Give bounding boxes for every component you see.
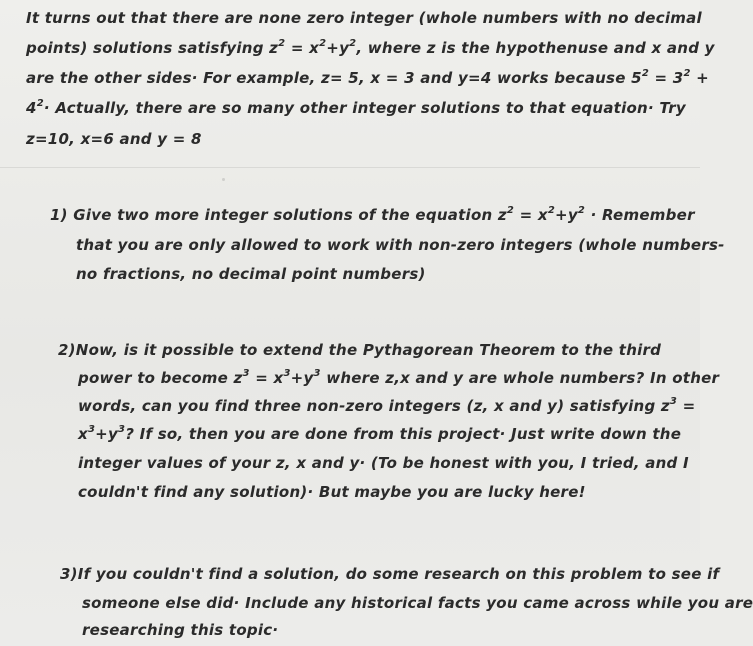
q2-line-4: $x^3+y^3$? If so, then you are done from this project· Just write down the — [78, 424, 682, 443]
q3-line-1: 3)If you couldn't find a solution, do some research on this problem to see if — [60, 565, 720, 583]
q2-line-5: integer values of your z, x and y· (To be honest with you, I tried, and I — [78, 454, 689, 472]
intro-line-3: are the other sides· For example, z= 5, x = 3 and y=4 works because $5^2 = 3^2$ + — [26, 68, 709, 87]
q1-line-1: 1) Give two more integer solutions of the equation $z^2 = x^2+y^2$ · Remember — [50, 205, 695, 224]
divider — [0, 167, 700, 168]
q3-line-3: researching this topic· — [82, 621, 279, 639]
intro-line-2: points) solutions satisfying $z^2 = x^2+y^2$, where z is the hypothenuse and x and y — [26, 38, 715, 57]
q1-line-3: no fractions, no decimal point numbers) — [76, 265, 426, 283]
intro-line-5: z=10, x=6 and y = 8 — [26, 130, 202, 148]
q2-line-2: power to become $z^3 = x^3+y^3$ where z,x and y are whole numbers? In other — [78, 368, 720, 387]
q2-line-3: words, can you find three non-zero integers (z, x and y) satisfying $z^3$ = — [78, 396, 696, 415]
q2-line-6: couldn't find any solution)· But maybe you are lucky here! — [78, 483, 586, 501]
intro-line-4: $4^2\cdot$ Actually, there are so many other integer solutions to that equation· Try — [26, 98, 686, 117]
q1-line-2: that you are only allowed to work with non-zero integers (whole numbers- — [76, 236, 725, 254]
paper-speck — [222, 178, 225, 181]
q2-line-1: 2)Now, is it possible to extend the Pythagorean Theorem to the third — [58, 341, 662, 359]
q3-line-2: someone else did· Include any historical facts you came across while you are — [82, 594, 753, 612]
intro-line-1: It turns out that there are none zero integer (whole numbers with no decimal — [26, 9, 702, 27]
